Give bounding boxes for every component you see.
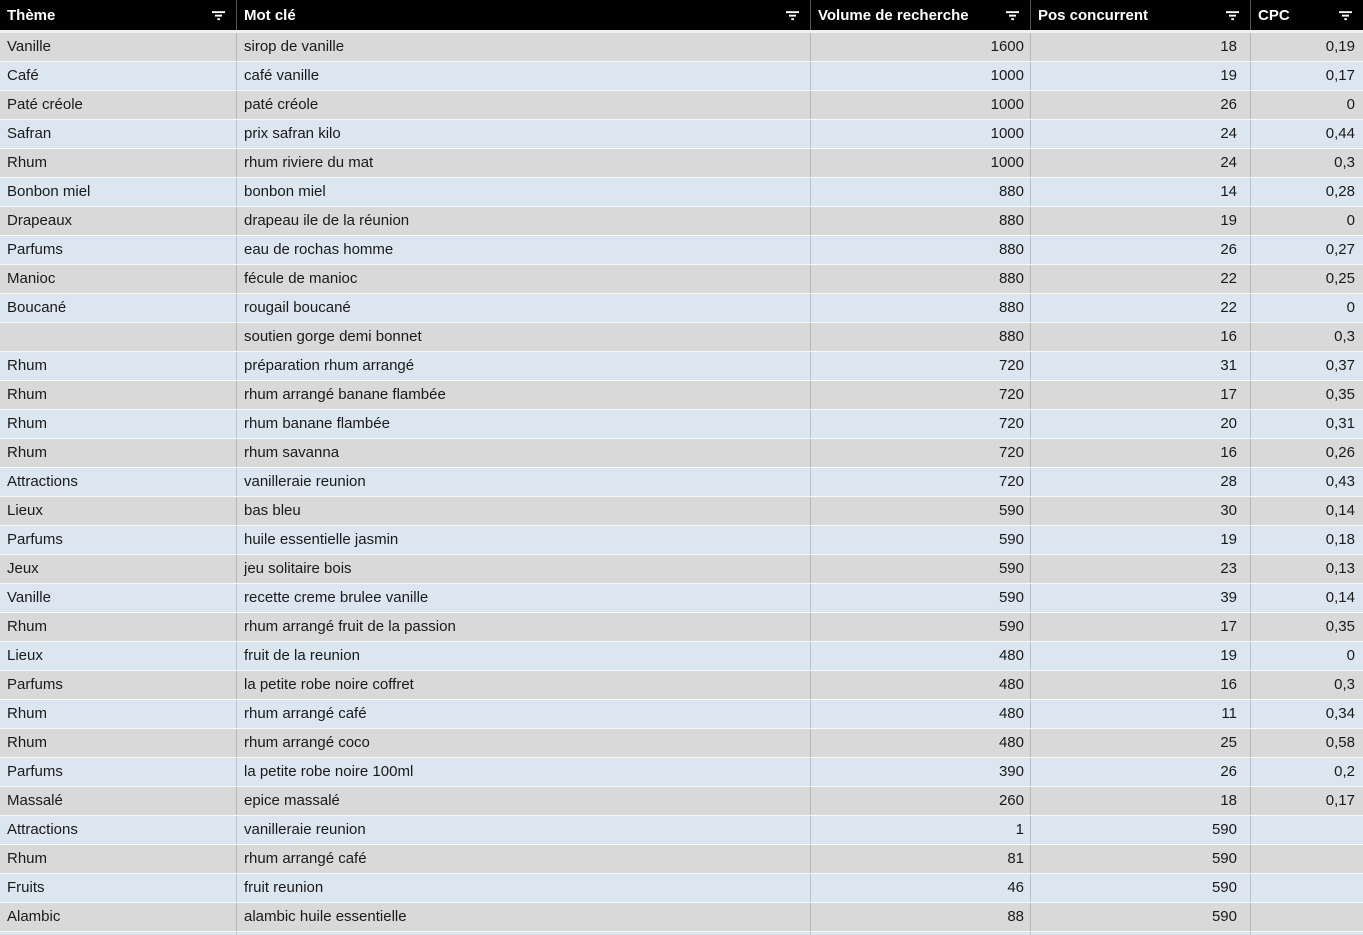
cell-cpc[interactable]: 0,44 (1250, 120, 1363, 148)
table-row[interactable] (0, 178, 1363, 207)
cell-pos[interactable]: 22 (1030, 294, 1250, 322)
cell-pos[interactable]: 19 (1030, 62, 1250, 90)
cell-keyword[interactable]: fruit de la reunion (236, 642, 810, 670)
cell-pos[interactable]: 16 (1030, 671, 1250, 699)
cell-keyword[interactable]: bonbon miel (236, 178, 810, 206)
cell-cpc[interactable]: 0,19 (1250, 33, 1363, 61)
table-row[interactable] (0, 410, 1363, 439)
table-row[interactable] (0, 468, 1363, 497)
cell-volume[interactable]: 480 (810, 700, 1030, 728)
cell-volume[interactable]: 880 (810, 265, 1030, 293)
cell-theme[interactable]: Manioc (7, 270, 56, 287)
column-header-label: Thème (7, 6, 56, 24)
table-row[interactable] (0, 613, 1363, 642)
cell-theme[interactable]: Paté créole (7, 96, 83, 113)
table-row[interactable] (0, 207, 1363, 236)
cell-pos[interactable]: 26 (1030, 236, 1250, 264)
table-row[interactable] (0, 149, 1363, 178)
column-header-theme[interactable] (0, 0, 236, 30)
cell-volume[interactable]: 88 (810, 903, 1030, 931)
cell-theme[interactable]: Parfums (7, 763, 63, 780)
cell-keyword[interactable]: rhum arrangé café (236, 700, 810, 728)
table-row[interactable] (0, 91, 1363, 120)
cell-keyword[interactable]: paté créole (236, 91, 810, 119)
cell-keyword[interactable]: sirop de vanille (236, 33, 810, 61)
cell-pos[interactable]: 18 (1030, 33, 1250, 61)
cell-volume[interactable]: 1000 (810, 120, 1030, 148)
cell-theme[interactable]: Alambic (7, 908, 61, 925)
cell-keyword[interactable]: rhum arrangé coco (236, 729, 810, 757)
cell-keyword[interactable]: eau de rochas homme (236, 236, 810, 264)
cell-pos[interactable]: 19 (1030, 207, 1250, 235)
cell-cpc[interactable]: 0 (1250, 642, 1363, 670)
table-row[interactable] (0, 903, 1363, 932)
cell-theme[interactable]: Rhum (7, 386, 48, 403)
cell-theme[interactable]: Rhum (7, 154, 48, 171)
cell-pos[interactable]: 31 (1030, 352, 1250, 380)
cell-keyword[interactable]: la petite robe noire coffret (236, 671, 810, 699)
table-row[interactable] (0, 265, 1363, 294)
column-header-pos-concurrent[interactable] (1030, 0, 1250, 30)
cell-volume[interactable]: 590 (810, 526, 1030, 554)
cell-theme[interactable]: Massalé (7, 792, 63, 809)
cell-keyword[interactable]: drapeau ile de la réunion (236, 207, 810, 235)
column-header-volume[interactable] (810, 0, 1030, 30)
cell-cpc[interactable]: 0,28 (1250, 178, 1363, 206)
cell-pos[interactable]: 11 (1030, 700, 1250, 728)
cell-cpc[interactable]: 0,14 (1250, 584, 1363, 612)
table-row[interactable] (0, 758, 1363, 787)
cell-volume[interactable]: 880 (810, 207, 1030, 235)
cell-pos[interactable]: 18 (1030, 787, 1250, 815)
table-row[interactable] (0, 236, 1363, 265)
cell-pos[interactable]: 26 (1030, 758, 1250, 786)
cell-cpc[interactable]: 0,43 (1250, 468, 1363, 496)
cell-theme[interactable]: Attractions (7, 473, 78, 490)
filter-funnel-icon[interactable] (1338, 10, 1354, 21)
cell-volume[interactable]: 480 (810, 671, 1030, 699)
cell-theme[interactable]: Rhum (7, 415, 48, 432)
table-row[interactable] (0, 120, 1363, 149)
column-header-label: Pos concurrent (1038, 6, 1149, 24)
cell-keyword[interactable]: vanilleraie reunion (236, 816, 810, 844)
cell-theme[interactable]: Bonbon miel (7, 183, 91, 200)
cell-theme[interactable] (0, 323, 236, 351)
cell-cpc[interactable]: 0 (1250, 294, 1363, 322)
table-row[interactable] (0, 439, 1363, 468)
cell-keyword[interactable]: rhum banane flambée (236, 410, 810, 438)
cell-volume[interactable]: 1600 (810, 33, 1030, 61)
cell-keyword[interactable]: préparation rhum arrangé (236, 352, 810, 380)
cell-pos[interactable]: 17 (1030, 381, 1250, 409)
table-row[interactable] (0, 671, 1363, 700)
table-row[interactable] (0, 816, 1363, 845)
cell-theme[interactable]: Vanille (7, 589, 51, 606)
cell-cpc[interactable]: 0,25 (1250, 265, 1363, 293)
cell-cpc[interactable]: 0,34 (1250, 700, 1363, 728)
cell-volume[interactable]: 1 (810, 816, 1030, 844)
cell-volume[interactable]: 720 (810, 352, 1030, 380)
column-header-label: Mot clé (244, 6, 296, 24)
cell-theme[interactable]: Safran (7, 125, 52, 142)
cell-keyword[interactable]: fruit reunion (236, 874, 810, 902)
table-row[interactable] (0, 555, 1363, 584)
cell-cpc[interactable]: 0,35 (1250, 381, 1363, 409)
cell-theme[interactable]: Café (7, 67, 39, 84)
cell-pos[interactable]: 19 (1030, 526, 1250, 554)
cell-keyword[interactable]: fécule de manioc (236, 265, 810, 293)
table-row[interactable] (0, 729, 1363, 758)
cell-theme[interactable]: Attractions (7, 821, 78, 838)
table-row[interactable] (0, 294, 1363, 323)
cell-cpc[interactable]: 0,14 (1250, 497, 1363, 525)
cell-theme[interactable]: Lieux (7, 502, 43, 519)
cell-cpc[interactable]: 0,17 (1250, 787, 1363, 815)
cell-theme[interactable]: Rhum (7, 734, 48, 751)
cell-theme[interactable]: Parfums (7, 241, 63, 258)
cell-pos[interactable]: 28 (1030, 468, 1250, 496)
cell-keyword[interactable]: rhum riviere du mat (236, 149, 810, 177)
cell-keyword[interactable]: rougail boucané (236, 294, 810, 322)
cell-cpc[interactable]: 0,17 (1250, 62, 1363, 90)
cell-keyword[interactable]: huile essentielle jasmin (236, 526, 810, 554)
cell-cpc[interactable] (1250, 874, 1363, 902)
cell-volume[interactable]: 880 (810, 323, 1030, 351)
cell-pos[interactable]: 590 (1030, 845, 1250, 873)
table-row[interactable] (0, 323, 1363, 352)
cell-volume[interactable]: 480 (810, 642, 1030, 670)
cell-keyword[interactable]: prix safran kilo (236, 120, 810, 148)
cell-cpc[interactable]: 0,26 (1250, 439, 1363, 467)
cell-theme[interactable]: Rhum (7, 444, 48, 461)
cell-cpc[interactable]: 0,31 (1250, 410, 1363, 438)
cell-volume[interactable]: 720 (810, 410, 1030, 438)
cell-cpc[interactable]: 0 (1250, 91, 1363, 119)
table-row[interactable] (0, 62, 1363, 91)
cell-pos[interactable]: 24 (1030, 149, 1250, 177)
cell-keyword[interactable]: jeu solitaire bois (236, 555, 810, 583)
cell-theme[interactable]: Rhum (7, 618, 48, 635)
cell-keyword[interactable]: rhum savanna (236, 439, 810, 467)
table-row[interactable] (0, 700, 1363, 729)
cell-keyword[interactable]: epice massalé (236, 787, 810, 815)
cell-cpc[interactable]: 0,3 (1250, 149, 1363, 177)
cell-keyword[interactable]: recette creme brulee vanille (236, 584, 810, 612)
cell-pos[interactable]: 590 (1030, 874, 1250, 902)
cell-theme[interactable]: Rhum (7, 850, 48, 867)
cell-volume[interactable]: 720 (810, 439, 1030, 467)
cell-pos[interactable]: 16 (1030, 323, 1250, 351)
cell-volume[interactable]: 1000 (810, 91, 1030, 119)
cell-pos[interactable]: 39 (1030, 584, 1250, 612)
cell-cpc[interactable]: 0,18 (1250, 526, 1363, 554)
table-row[interactable] (0, 584, 1363, 613)
table-row[interactable] (0, 381, 1363, 410)
table-row[interactable] (0, 33, 1363, 62)
cell-volume[interactable]: 1000 (810, 62, 1030, 90)
cell-volume[interactable]: 880 (810, 178, 1030, 206)
cell-volume[interactable]: 260 (810, 787, 1030, 815)
cell-volume[interactable]: 720 (810, 381, 1030, 409)
filter-funnel-icon[interactable] (1225, 10, 1241, 21)
cell-theme[interactable]: Jeux (7, 560, 39, 577)
table-row[interactable] (0, 845, 1363, 874)
cell-pos[interactable]: 23 (1030, 555, 1250, 583)
cell-pos[interactable]: 16 (1030, 439, 1250, 467)
cell-volume[interactable]: 590 (810, 584, 1030, 612)
cell-keyword[interactable]: rhum arrangé banane flambée (236, 381, 810, 409)
cell-volume[interactable]: 590 (810, 555, 1030, 583)
cell-cpc[interactable]: 0,2 (1250, 758, 1363, 786)
cell-volume[interactable]: 1000 (810, 149, 1030, 177)
cell-keyword[interactable]: alambic huile essentielle (236, 903, 810, 931)
cell-theme[interactable]: Vanille (7, 38, 51, 55)
cell-pos[interactable]: 19 (1030, 642, 1250, 670)
column-header-label: Volume de recherche (818, 6, 969, 24)
cell-keyword[interactable]: vanilleraie reunion (236, 468, 810, 496)
cell-volume[interactable]: 590 (810, 613, 1030, 641)
cell-volume[interactable]: 590 (810, 497, 1030, 525)
cell-cpc[interactable]: 0,58 (1250, 729, 1363, 757)
cell-volume[interactable]: 46 (810, 874, 1030, 902)
cell-theme[interactable]: Rhum (7, 705, 48, 722)
table-row[interactable] (0, 787, 1363, 816)
cell-keyword[interactable]: bas bleu (236, 497, 810, 525)
cell-pos[interactable]: 22 (1030, 265, 1250, 293)
table-row[interactable] (0, 526, 1363, 555)
column-header-keyword[interactable] (236, 0, 810, 30)
cell-volume[interactable]: 390 (810, 758, 1030, 786)
cell-keyword[interactable]: la petite robe noire 100ml (236, 758, 810, 786)
cell-theme[interactable]: Parfums (7, 531, 63, 548)
cell-theme[interactable]: Rhum (7, 357, 48, 374)
table-row[interactable] (0, 352, 1363, 381)
cell-cpc[interactable] (1250, 903, 1363, 931)
cell-pos[interactable]: 14 (1030, 178, 1250, 206)
cell-cpc[interactable]: 0,13 (1250, 555, 1363, 583)
cell-theme[interactable]: Drapeaux (7, 212, 73, 229)
cell-keyword[interactable]: soutien gorge demi bonnet (236, 323, 810, 351)
filter-funnel-icon[interactable] (1005, 10, 1021, 21)
cell-keyword[interactable]: café vanille (236, 62, 810, 90)
cell-pos[interactable]: 590 (1030, 816, 1250, 844)
table-row[interactable] (0, 642, 1363, 671)
cell-cpc[interactable]: 0,27 (1250, 236, 1363, 264)
filter-funnel-icon[interactable] (211, 10, 227, 21)
cell-cpc[interactable]: 0,35 (1250, 613, 1363, 641)
cell-theme[interactable]: Lieux (7, 647, 43, 664)
cell-theme[interactable]: Boucané (7, 299, 67, 316)
cell-pos[interactable]: 590 (1030, 903, 1250, 931)
cell-theme[interactable]: Fruits (7, 879, 45, 896)
column-header-cpc[interactable] (1250, 0, 1363, 30)
table-header-row (0, 0, 1363, 30)
cell-volume[interactable]: 880 (810, 294, 1030, 322)
cell-volume[interactable]: 880 (810, 236, 1030, 264)
cell-keyword[interactable]: rhum arrangé fruit de la passion (236, 613, 810, 641)
cell-cpc[interactable]: 0,37 (1250, 352, 1363, 380)
cell-pos[interactable]: 30 (1030, 497, 1250, 525)
cell-cpc[interactable] (1250, 845, 1363, 873)
filter-funnel-icon[interactable] (785, 10, 801, 21)
cell-pos[interactable]: 17 (1030, 613, 1250, 641)
column-header-label: CPC (1258, 6, 1290, 24)
cell-theme[interactable]: Parfums (7, 676, 63, 693)
cell-cpc[interactable]: 0,3 (1250, 323, 1363, 351)
cell-cpc[interactable] (1250, 816, 1363, 844)
table-row[interactable] (0, 497, 1363, 526)
cell-volume[interactable]: 81 (810, 845, 1030, 873)
cell-cpc[interactable]: 0,3 (1250, 671, 1363, 699)
cell-pos[interactable]: 24 (1030, 120, 1250, 148)
cell-keyword[interactable]: rhum arrangé café (236, 845, 810, 873)
cell-pos[interactable]: 25 (1030, 729, 1250, 757)
cell-cpc[interactable]: 0 (1250, 207, 1363, 235)
cell-pos[interactable]: 20 (1030, 410, 1250, 438)
cell-pos[interactable]: 26 (1030, 91, 1250, 119)
cell-volume[interactable]: 480 (810, 729, 1030, 757)
table-row[interactable] (0, 874, 1363, 903)
cell-volume[interactable]: 720 (810, 468, 1030, 496)
